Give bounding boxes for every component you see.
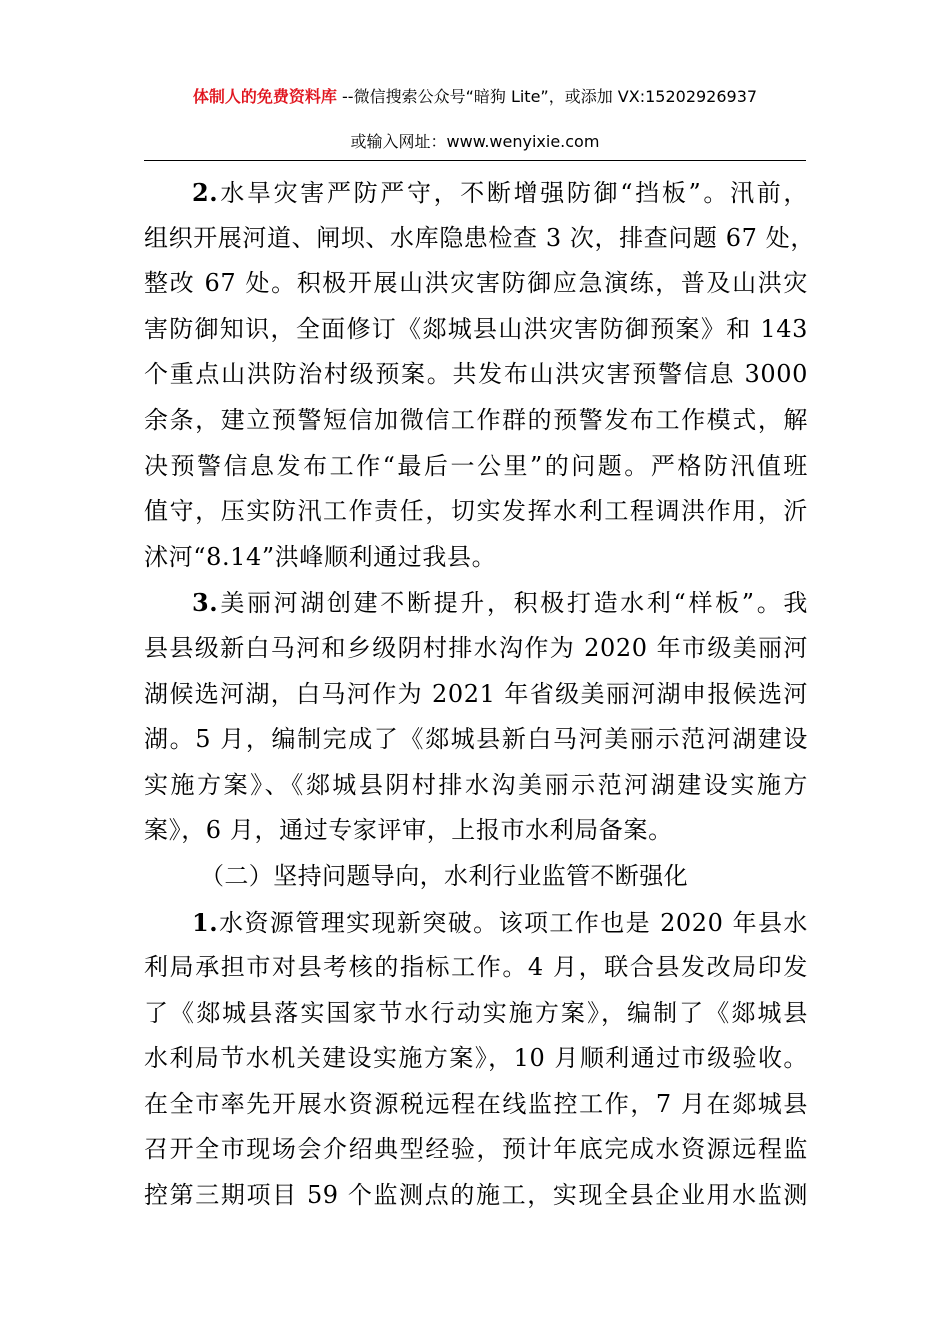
paragraph-3-line: 湖候选河湖，白马河作为 2021 年省级美丽河湖申报候选河 [144,679,808,708]
paragraph-1-line: 控第三期项目 59 个监测点的施工，实现全县企业用水监测 [144,1181,808,1210]
paragraph-3-line: 实施方案》、《郯城县阴村排水沟美丽示范河湖建设实施方 [144,770,808,799]
header-promo-line [0,84,950,110]
paragraph-1-number: 1. [192,907,219,937]
paragraph-1-line: 水利局节水机关建设实施方案》，10 月顺利通过市级验收。 [144,1044,808,1073]
paragraph-3-line: 案》，6 月，通过专家评审，上报市水利局备案。 [144,816,673,845]
paragraph-3-number: 3. [192,588,219,618]
document-body [144,170,815,1219]
paragraph-3-line: 湖。5 月，编制完成了《郯城县新白马河美丽示范河湖建设 [144,725,808,754]
header-site-name: 体制人的免费资料库 [192,87,337,106]
paragraph-1-line: 在全市率先开展水资源税远程在线监控工作，7 月在郯城县 [144,1089,808,1118]
paragraph-2-line: 害防御知识，全面修订《郯城县山洪灾害防御预案》和 143 [144,314,808,343]
section-heading: （二）坚持问题导向，水利行业监管不断强化 [200,861,688,890]
header-website-line: 或输入网址：www.wenyixie.com [350,132,600,151]
header-divider [144,160,806,161]
paragraph-1-line: 利局承担市对县考核的指标工作。4 月，联合县发改局印发 [144,953,808,982]
paragraph-3-line: 3.美丽河湖创建不断提升，积极打造水利“样板”。我 [192,588,808,618]
paragraph-1-line: 1.水资源管理实现新突破。该项工作也是 2020 年县水 [192,907,808,937]
paragraph-2-line: 组织开展河道、闸坝、水库隐患检查 3 次，排查问题 67 处， [144,223,815,252]
paragraph-2-line: 沭河“8.14”洪峰顺利通过我县。 [144,542,497,571]
paragraph-2-line: 决预警信息发布工作“最后一公里”的问题。严格防汛值班 [144,451,808,480]
paragraph-3-line: 县县级新白马河和乡级阴村排水沟作为 2020 年市级美丽河 [144,633,808,662]
paragraph-2-line: 整改 67 处。积极开展山洪灾害防御应急演练，普及山洪灾 [144,269,808,298]
paragraph-2-line: 个重点山洪防治村级预案。共发布山洪灾害预警信息 3000 [144,360,808,389]
paragraph-1-line: 了《郯城县落实国家节水行动实施方案》，编制了《郯城县 [144,998,808,1027]
paragraph-2-line: 余条，建立预警短信加微信工作群的预警发布工作模式，解 [144,405,808,434]
paragraph-2-line: 2.水旱灾害严防严守，不断增强防御“挡板”。汛前， [192,178,808,207]
paragraph-1-line: 召开全市现场会介绍典型经验，预计年底完成水资源远程监 [144,1135,808,1164]
paragraph-2-number: 2. [192,178,219,207]
paragraph-2-line: 值守，压实防汛工作责任，切实发挥水利工程调洪作用，沂 [144,497,808,526]
header-contact-text: --微信搜索公众号“暗狗 Lite”，或添加 VX:15202926937 [336,87,758,106]
